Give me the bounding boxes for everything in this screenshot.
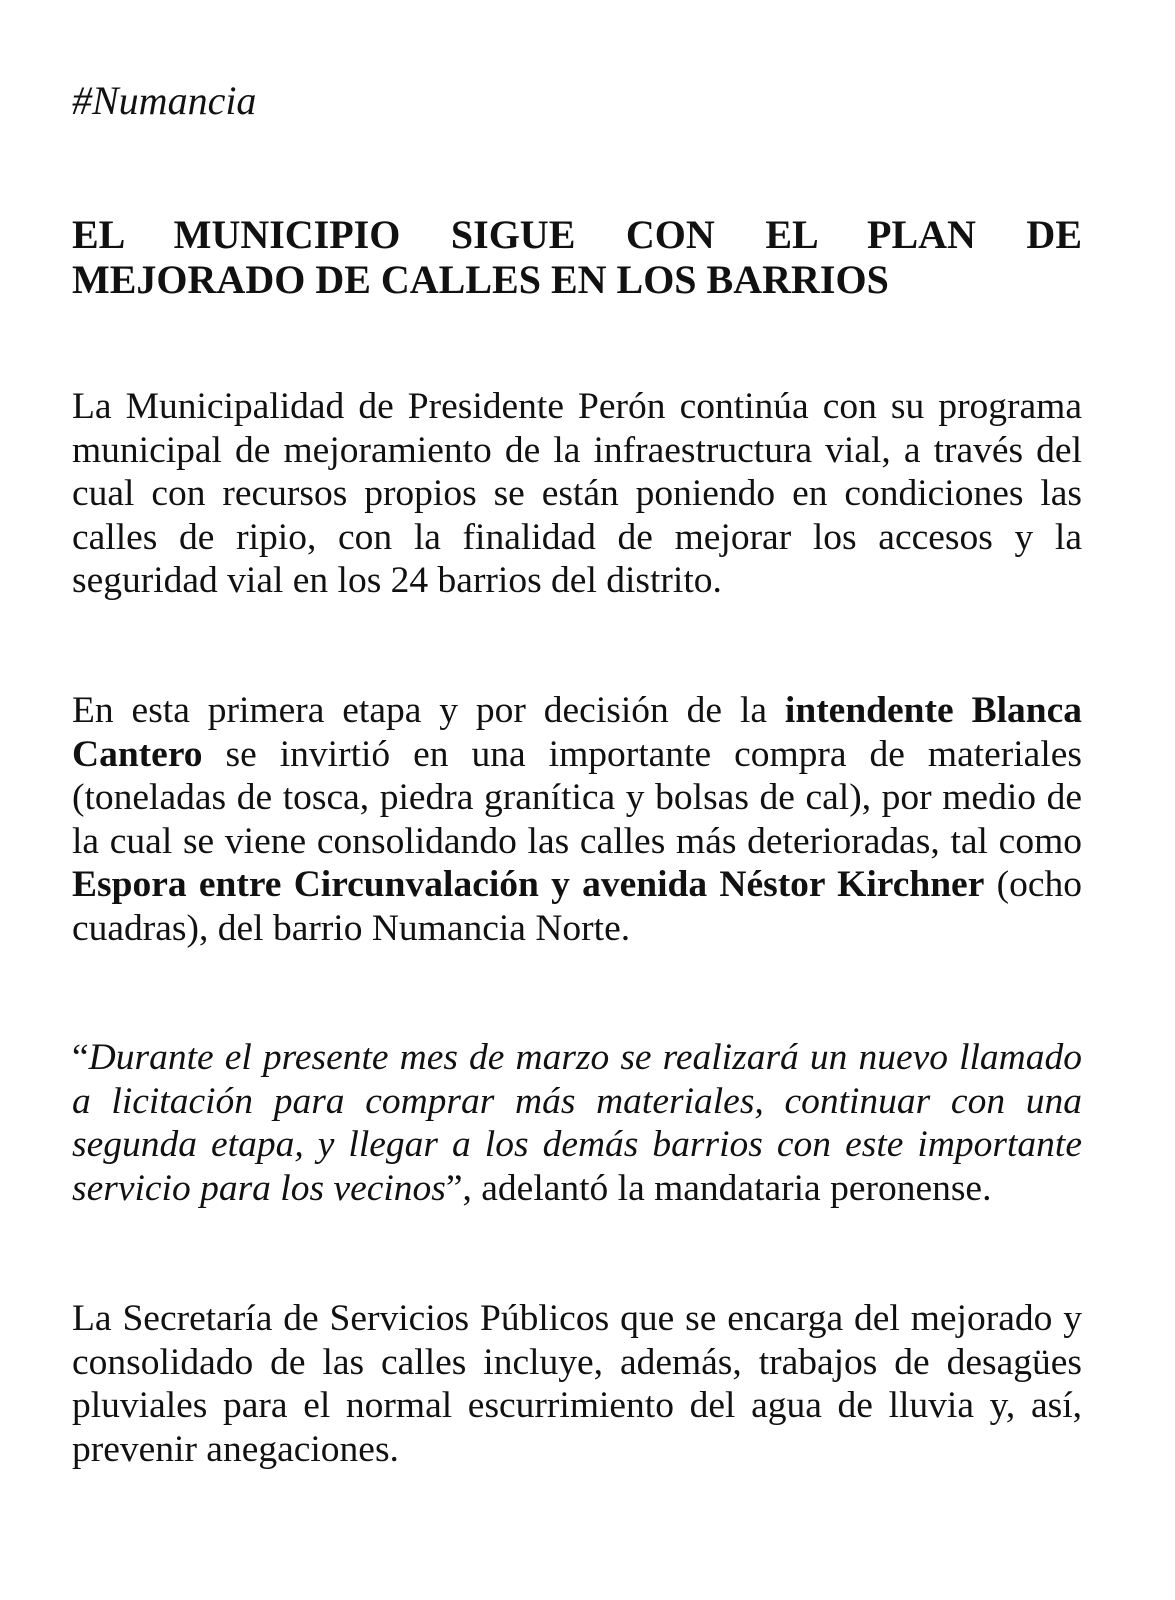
hashtag: #Numancia <box>72 78 257 123</box>
paragraph-public-services: La Secretaría de Servicios Públicos que se encarga del mejorado y consolidado de las calles incluye, además, trabajos de desagües pluviales para el normal escurrimiento del agua de lluvia y, así, prevenir anegaciones. <box>72 1298 1082 1470</box>
paragraph-intro: La Municipalidad de Presidente Perón continúa con su programa municipal de mejoramiento de la infraestructura vial, a través del cual con recursos propios se están poniendo en condiciones las calles de ripio, con la finalidad de mejorar los accesos y la seguridad vial en los 24 barrios del distrito. <box>72 386 1082 602</box>
quote-open-mark: “ <box>72 1037 89 1078</box>
headline-line-2: MEJORADO DE CALLES EN LOS BARRIOS <box>72 257 889 302</box>
quote-attribution: ”, adelantó la mandataria peronense. <box>445 1167 992 1209</box>
p2-text-3: (ocho cuadras), del barrio Numancia Norte. <box>72 864 1082 949</box>
p2-text-1: En esta primera etapa y por decisión de la <box>72 690 785 731</box>
quote-text: Durante el presente mes de marzo se realizará un nuevo llamado a licitación para comprar más materiales, continuar con una segunda etapa, y llegar a los demás barrios con este importante servicio para los vecinos <box>72 1037 1082 1209</box>
p2-bold-mayor: intendente Blanca Cantero <box>72 690 1083 775</box>
headline-line-1: EL MUNICIPIO SIGUE CON EL PLAN DE <box>72 212 1082 257</box>
paragraph-quote <box>72 1036 1082 1210</box>
p2-text-2: se invirtió en una importante compra de materiales (toneladas de tosca, piedra granítica y bolsas de cal), por medio de la cual se viene consolidando las calles más deterioradas, tal como <box>72 733 1082 862</box>
paragraph-first-stage <box>72 689 1082 951</box>
headline <box>72 212 1082 302</box>
p2-bold-streets: Espora entre Circunvalación y avenida Néstor Kirchner <box>72 864 985 906</box>
